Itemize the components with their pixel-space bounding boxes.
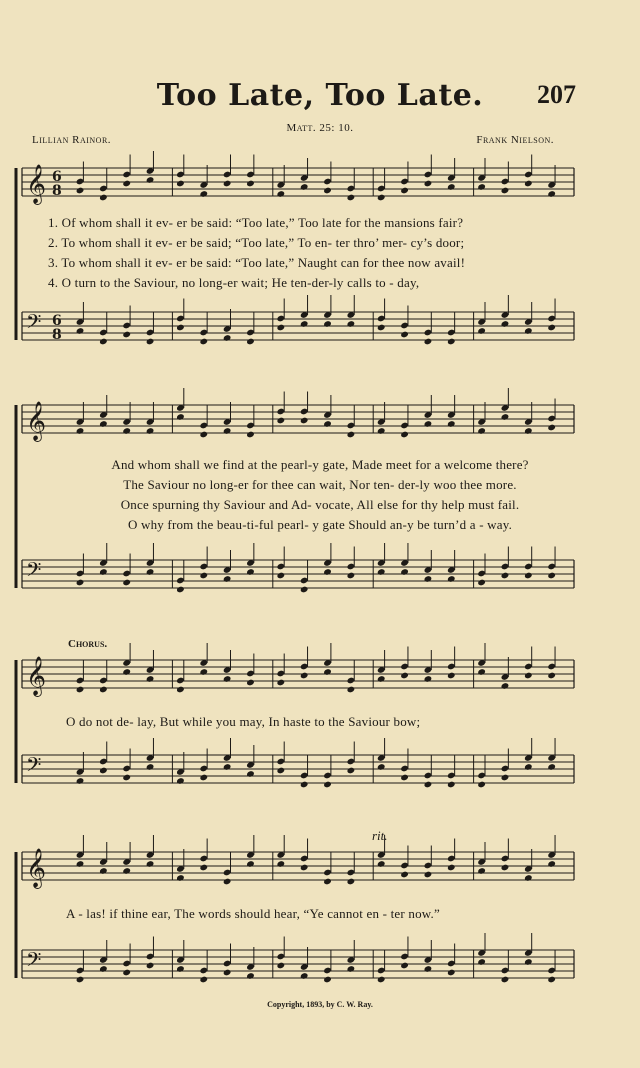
note-head [223,575,232,583]
note-head [300,586,309,594]
note-head [347,878,356,886]
note-head [76,976,85,984]
note-head [76,427,85,435]
note-head [176,874,185,882]
note-head [122,427,131,435]
note-head [76,327,85,335]
note-head [276,962,285,970]
note-head [122,579,131,587]
note-head [400,331,409,339]
copyright-notice: Copyright, 1893, by C. W. Ray. [267,1000,373,1009]
note-head [99,686,108,694]
note-head [447,672,456,680]
note-head [424,781,433,789]
note-head [424,675,433,683]
note-head [323,187,332,195]
note-head [447,781,456,789]
note-head [122,180,131,188]
note-head [276,190,285,198]
note-head [377,976,386,984]
note-head [347,194,356,202]
note-head [176,686,185,694]
note-head [223,675,232,683]
note-head [246,568,255,576]
note-head [246,338,255,346]
note-head [524,763,533,771]
note-head [400,187,409,195]
note-head [223,427,232,435]
note-head [76,777,85,785]
note-head [323,420,332,428]
note-head [377,194,386,202]
note-head [547,672,556,680]
note-head [99,338,108,346]
note-head [323,976,332,984]
chorus-lyric-line: O do not de- lay, But while you may, In haste to the Saviour bow; [66,714,421,729]
note-head [122,867,131,875]
note-head [347,320,356,328]
note-head [524,874,533,882]
note-head [501,320,510,328]
note-head [377,763,386,771]
note-head [377,568,386,576]
note-head [501,187,510,195]
note-head [276,679,285,687]
note-head [223,969,232,977]
note-head [424,575,433,583]
note-head [99,568,108,576]
verse-line: And whom shall we find at the pearl-y gate, Made meet for a welcome there? [111,457,529,472]
treble-clef-icon: 𝄞 [26,656,47,696]
note-head [400,431,409,439]
note-head [300,417,309,425]
note-head [99,194,108,202]
note-head [199,864,208,872]
note-head [176,586,185,594]
note-head [524,572,533,580]
treble-clef-icon: 𝄞 [26,164,47,204]
note-head [199,338,208,346]
time-signature: 6 [52,313,62,329]
note-head [501,682,510,690]
note-head [99,767,108,775]
note-head [501,572,510,580]
note-head [447,420,456,428]
note-head [76,686,85,694]
note-head [176,965,185,973]
note-head [477,579,486,587]
time-signature: 8 [52,327,62,343]
verse-line: 1. Of whom shall it ev- er be said: “Too late,” Too late for the mansions fair? [48,215,464,230]
note-head [199,774,208,782]
note-head [300,672,309,680]
note-head [176,413,185,421]
note-head [547,976,556,984]
note-head [377,675,386,683]
note-head [122,774,131,782]
note-head [199,431,208,439]
note-head [246,860,255,868]
note-head [477,668,486,676]
note-head [199,668,208,676]
note-head [547,190,556,198]
note-head [501,864,510,872]
note-head [477,781,486,789]
note-head [347,767,356,775]
note-head [400,672,409,680]
note-head [76,579,85,587]
note-head [122,969,131,977]
note-head [501,976,510,984]
note-head [424,338,433,346]
note-head [223,878,232,886]
note-head [424,871,433,879]
bass-clef-icon: 𝄢 [26,558,42,586]
note-head [246,431,255,439]
note-head [547,572,556,580]
note-head [447,864,456,872]
time-signature: 8 [52,183,62,199]
note-head [347,686,356,694]
tempo-marking: rit. [372,828,388,843]
note-head [176,777,185,785]
note-head [477,183,486,191]
note-head [400,962,409,970]
note-head [300,864,309,872]
note-head [377,860,386,868]
note-head [377,427,386,435]
note-head [400,568,409,576]
note-head [176,180,185,188]
verse-line: 3. To whom shall it ev- er be said: “Too late,” Naught can for thee now avail! [48,255,466,270]
verse-line: 4. O turn to the Saviour, no long-er wait; He ten-der-ly calls to - day, [48,275,420,290]
note-head [477,327,486,335]
note-head [547,324,556,332]
chorus-label: Chorus. [68,638,108,650]
note-head [146,176,155,184]
note-head [477,958,486,966]
note-head [347,572,356,580]
page-number: 207 [537,80,576,109]
note-head [300,183,309,191]
note-head [246,180,255,188]
note-head [76,860,85,868]
note-head [547,860,556,868]
note-head [146,860,155,868]
verse-line: Once spurning thy Saviour and Ad- vocate, All else for thy help must fail. [120,497,520,512]
note-head [146,568,155,576]
note-head [501,413,510,421]
author-credit: Lillian Rainor. [32,134,112,146]
note-head [524,327,533,335]
note-head [447,338,456,346]
note-head [276,572,285,580]
page-title: Too Late, Too Late. [156,78,484,113]
note-head [246,972,255,980]
note-head [99,965,108,973]
bass-clef-icon: 𝄢 [26,948,42,976]
note-head [524,958,533,966]
note-head [199,572,208,580]
note-head [199,190,208,198]
note-head [300,320,309,328]
note-head [276,860,285,868]
note-head [400,871,409,879]
note-head [447,969,456,977]
note-head [146,763,155,771]
note-head [424,420,433,428]
note-head [246,679,255,687]
note-head [323,668,332,676]
note-head [146,338,155,346]
note-head [447,183,456,191]
scripture-reference: Matt. 25: 10. [286,122,354,134]
verse-line: 2. To whom shall it ev- er be said; “Too late,” To en- ter thro’ mer- cy’s door; [48,235,465,250]
treble-clef-icon: 𝄞 [26,848,47,888]
note-head [447,575,456,583]
note-head [146,675,155,683]
note-head [199,976,208,984]
note-head [122,668,131,676]
note-head [323,320,332,328]
note-head [246,770,255,778]
note-head [547,424,556,432]
note-head [76,187,85,195]
note-head [424,180,433,188]
note-head [122,331,131,339]
note-head [501,774,510,782]
note-head [424,965,433,973]
note-head [99,867,108,875]
note-head [223,334,232,342]
bass-clef-icon: 𝄢 [26,753,42,781]
time-signature: 6 [52,169,62,185]
note-head [377,324,386,332]
note-head [547,763,556,771]
composer-credit: Frank Nielson. [476,134,554,146]
note-head [477,427,486,435]
note-head [276,767,285,775]
note-head [276,324,285,332]
chorus-lyric-line: A - las! if thine ear, The words should hear, “Ye cannot en - ter now.” [66,906,440,921]
note-head [99,420,108,428]
note-head [223,763,232,771]
note-head [146,427,155,435]
note-head [347,431,356,439]
note-head [400,774,409,782]
note-head [176,324,185,332]
note-head [276,417,285,425]
note-head [524,672,533,680]
note-head [524,180,533,188]
note-head [300,781,309,789]
note-head [323,781,332,789]
treble-clef-icon: 𝄞 [26,401,47,441]
note-head [323,878,332,886]
bass-clef-icon: 𝄢 [26,310,42,338]
note-head [347,965,356,973]
note-head [477,867,486,875]
note-head [300,972,309,980]
verse-line: The Saviour no long-er for thee can wait, Nor ten- der-ly woo thee more. [123,477,517,492]
note-head [223,180,232,188]
verse-line: O why from the beau-ti-ful pearl- y gate Should an-y be turn’d a - way. [127,517,513,532]
note-head [323,568,332,576]
note-head [524,427,533,435]
note-head [146,962,155,970]
